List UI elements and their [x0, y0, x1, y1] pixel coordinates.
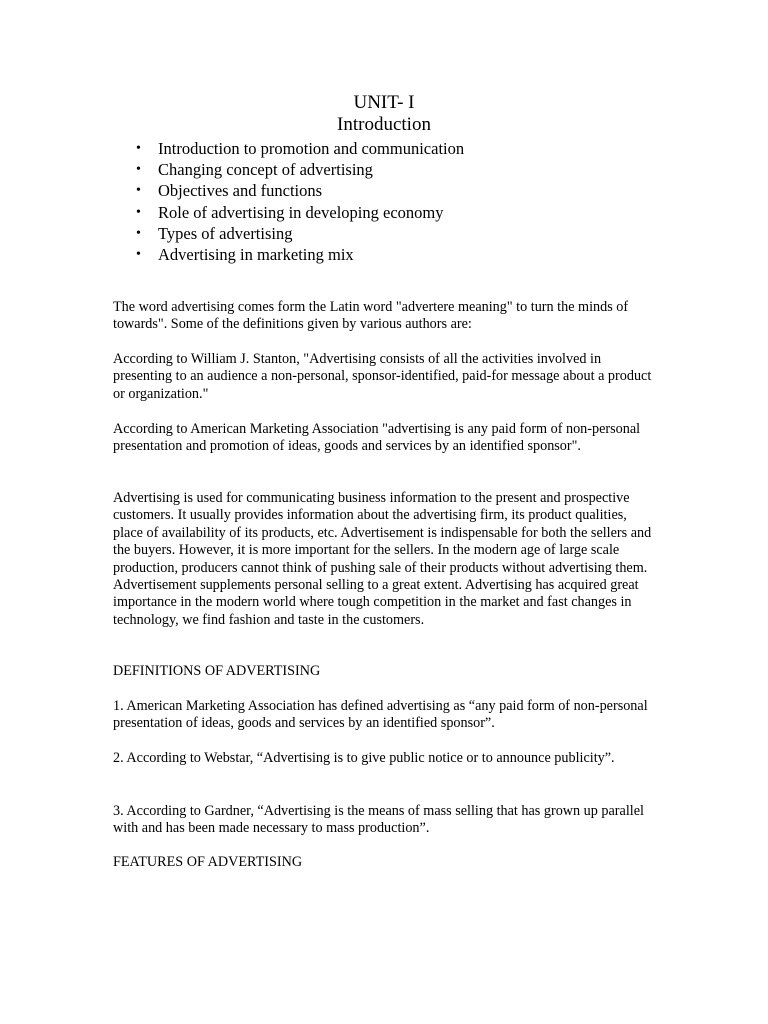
list-item	[136, 244, 464, 265]
list-item	[136, 138, 464, 159]
topic-list	[136, 138, 464, 265]
bullet-icon: •	[136, 183, 141, 199]
paragraph-ama: According to American Marketing Association "advertising is any paid form of non-personal presentation and promotion of ideas, goods and services by an identified sponsor".	[113, 421, 641, 455]
topic-text: Types of advertising	[158, 223, 293, 243]
paragraph-origin: The word advertising comes form the Latin word "advertere meaning" to turn the minds of towards". Some of the definitions given by various authors are:	[113, 299, 629, 333]
list-item	[136, 202, 464, 223]
bullet-icon: •	[136, 225, 141, 241]
list-item	[136, 223, 464, 244]
paragraph-stanton: According to William J. Stanton, "Advertising consists of all the activities involved in presenting to an audience a non-personal, sponsor-identified, paid-for message about a product or organization."	[113, 351, 652, 402]
bullet-icon: •	[136, 204, 141, 220]
bullet-icon: •	[136, 162, 141, 178]
bullet-icon: •	[136, 247, 141, 263]
chapter-title: Introduction	[337, 114, 431, 135]
definition-1: 1. American Marketing Association has defined advertising as “any paid form of non-personal presentation of ideas, goods and services by an identified sponsor”.	[113, 698, 648, 732]
definition-3: 3. According to Gardner, “Advertising is the means of mass selling that has grown up parallel with and has been made necessary to mass production”.	[113, 803, 644, 837]
list-item	[136, 159, 464, 180]
topic-text: Introduction to promotion and communication	[158, 139, 465, 158]
list-item	[136, 180, 464, 201]
bullet-icon: •	[136, 141, 141, 156]
topic-text: Changing concept of advertising	[158, 160, 373, 180]
unit-title: UNIT- I	[353, 92, 415, 113]
definition-2: 2. According to Webstar, “Advertising is to give public notice or to announce publicity”.	[113, 750, 615, 766]
topic-text: Role of advertising in developing economy	[158, 202, 444, 222]
topic-text: Objectives and functions	[158, 181, 323, 201]
topic-text: Advertising in marketing mix	[158, 245, 354, 265]
features-heading: FEATURES OF ADVERTISING	[113, 854, 303, 870]
definitions-heading: DEFINITIONS OF ADVERTISING	[113, 663, 321, 679]
paragraph-importance: Advertising is used for communicating business information to the present and prospective customers. It usually provides information about the advertising firm, its product qualities, place of availability of its products, etc. Advertisement is indispensable for both the sellers and the buyers. However, it is more important for the sellers. In the modern age of large scale production, producers cannot think of pushing sale of their products without advertising them. Advertisement supplements personal selling to a great extent. Advertising has acquired great importance in the modern world where tough competition in the market and fast changes in technology, we find fashion and taste in the customers.	[113, 490, 652, 628]
